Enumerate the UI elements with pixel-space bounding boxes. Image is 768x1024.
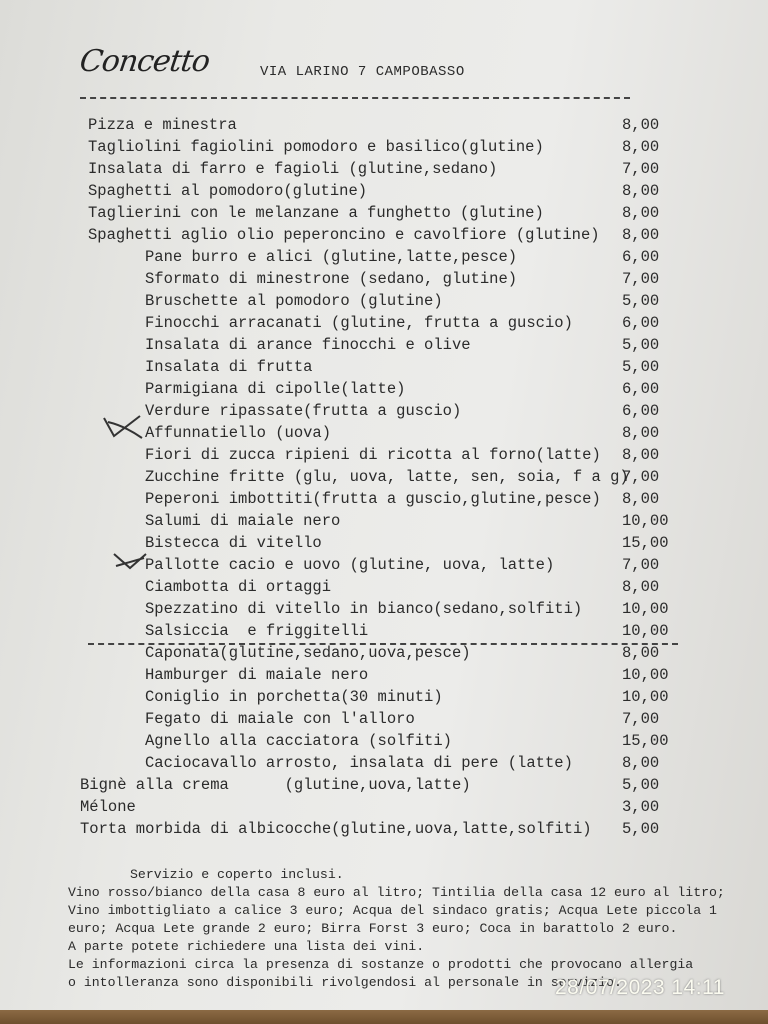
menu-item-name: Bignè alla crema (glutine,uova,latte) [80,776,471,794]
menu-list [0,114,768,840]
menu-item [0,752,768,774]
menu-item-price: 6,00 [622,314,660,332]
menu-item-name: Taglierini con le melanzane a funghetto (glutine) [88,204,544,222]
menu-item-price: 7,00 [622,556,660,574]
menu-item-name: Sformato di minestrone (sedano, glutine) [145,270,518,288]
menu-item [0,334,768,356]
menu-item [0,774,768,796]
menu-item-name: Torta morbida di albicocche(glutine,uova,latte,solfiti) [80,820,592,838]
menu-item-price: 3,00 [622,798,660,816]
menu-item-name: Hamburger di maiale nero [145,666,369,684]
footer-line: A parte potete richiedere una lista dei vini. [68,939,425,954]
menu-footer-notes [68,866,725,992]
menu-item-price: 5,00 [622,776,660,794]
menu-item [0,444,768,466]
menu-item [0,378,768,400]
menu-item-name: Salsiccia e friggitelli [145,622,369,640]
menu-item-name: Pizza e minestra [88,116,237,134]
menu-item-name: Mélone [80,798,136,816]
menu-item-name: Spaghetti al pomodoro(glutine) [88,182,368,200]
menu-item-price: 8,00 [622,446,660,464]
menu-item [0,620,768,642]
menu-item-name: Ciambotta di ortaggi [145,578,332,596]
menu-item-name: Pane burro e alici (glutine,latte,pesce) [145,248,518,266]
footer-line: o intolleranza sono disponibili rivolgendosi al personale in servizio. [68,975,622,990]
menu-item [0,598,768,620]
menu-item-price: 7,00 [622,710,660,728]
menu-item [0,488,768,510]
menu-item [0,576,768,598]
table-surface [0,1010,768,1024]
menu-item-price: 5,00 [622,336,660,354]
menu-item [0,730,768,752]
footer-line: Le informazioni circa la presenza di sostanze o prodotti che provocano allergia [68,957,694,972]
menu-item-name: Caponata(glutine,sedano,uova,pesce) [145,644,471,662]
menu-item-price: 10,00 [622,512,669,530]
menu-item [0,708,768,730]
menu-item [0,356,768,378]
menu-item-name: Tagliolini fagiolini pomodoro e basilico(glutine) [88,138,544,156]
menu-item-name: Verdure ripassate(frutta a guscio) [145,402,462,420]
menu-item-price: 8,00 [622,578,660,596]
menu-item-price: 8,00 [622,424,660,442]
menu-item-name: Pallotte cacio e uovo (glutine, uova, latte) [145,556,555,574]
menu-item-name: Fiori di zucca ripieni di ricotta al forno(latte) [145,446,601,464]
menu-item [0,114,768,136]
menu-item [0,268,768,290]
menu-item [0,202,768,224]
menu-item-price: 15,00 [622,732,669,750]
menu-item [0,466,768,488]
menu-item-price: 8,00 [622,116,660,134]
menu-item-price: 8,00 [622,138,660,156]
menu-item-price: 5,00 [622,358,660,376]
menu-item-price: 7,00 [622,160,660,178]
handwritten-check-icon [100,412,145,442]
section-divider [88,643,678,645]
footer-line: euro; Acqua Lete grande 2 euro; Birra Forst 3 euro; Coca in barattolo 2 euro. [68,921,678,936]
menu-item [0,686,768,708]
menu-item-name: Spaghetti aglio olio peperoncino e cavolfiore (glutine) [88,226,600,244]
menu-item-price: 6,00 [622,402,660,420]
menu-item-price: 6,00 [622,248,660,266]
menu-item-name: Bruschette al pomodoro (glutine) [145,292,443,310]
menu-item-price: 8,00 [622,182,660,200]
menu-item-name: Peperoni imbottiti(frutta a guscio,glutine,pesce) [145,490,601,508]
menu-item-name: Insalata di arance finocchi e olive [145,336,471,354]
menu-item-price: 8,00 [622,226,660,244]
menu-item-name: Finocchi arracanati (glutine, frutta a guscio) [145,314,573,332]
menu-item-price: 6,00 [622,380,660,398]
menu-item-price: 5,00 [622,820,660,838]
menu-item-name: Insalata di frutta [145,358,313,376]
menu-item-name: Caciocavallo arrosto, insalata di pere (latte) [145,754,573,772]
menu-item [0,312,768,334]
footer-line: Vino imbottigliato a calice 3 euro; Acqua del sindaco gratis; Acqua Lete piccola 1 [68,903,717,918]
menu-item-price: 8,00 [622,754,660,772]
menu-item-price: 10,00 [622,622,669,640]
menu-item [0,136,768,158]
menu-item [0,224,768,246]
restaurant-address: VIA LARINO 7 CAMPOBASSO [260,64,465,80]
footer-line: Vino rosso/bianco della casa 8 euro al litro; Tintilia della casa 12 euro al litro; [68,885,725,900]
footer-line: Servizio e coperto inclusi. [130,867,344,882]
menu-item-price: 5,00 [622,292,660,310]
menu-item [0,246,768,268]
menu-item [0,664,768,686]
menu-item-price: 10,00 [622,688,669,706]
menu-item [0,158,768,180]
menu-item-name: Agnello alla cacciatora (solfiti) [145,732,452,750]
menu-item-name: Insalata di farro e fagioli (glutine,sedano) [88,160,498,178]
menu-item [0,290,768,312]
menu-item-name: Affunnatiello (uova) [145,424,332,442]
menu-item-name: Zucchine fritte (glu, uova, latte, sen, soia, f a g) [145,468,629,486]
menu-item-price: 10,00 [622,666,669,684]
menu-item-price: 15,00 [622,534,669,552]
menu-item-name: Coniglio in porchetta(30 minuti) [145,688,443,706]
menu-item-price: 8,00 [622,644,660,662]
menu-item [0,796,768,818]
menu-item-name: Bistecca di vitello [145,534,322,552]
menu-item [0,180,768,202]
menu-item-price: 7,00 [622,270,660,288]
menu-item-price: 10,00 [622,600,669,618]
menu-item-name: Fegato di maiale con l'alloro [145,710,415,728]
menu-item-price: 8,00 [622,204,660,222]
menu-item [0,642,768,664]
menu-item-price: 8,00 [622,490,660,508]
handwritten-check-icon [110,550,150,572]
menu-item-name: Salumi di maiale nero [145,512,341,530]
menu-item [0,510,768,532]
menu-item [0,818,768,840]
menu-item-price: 7,00 [622,468,660,486]
header-divider [80,97,630,99]
menu-item-name: Parmigiana di cipolle(latte) [145,380,406,398]
photo-timestamp: 28/07/2023 14:11 [555,976,725,999]
menu-item-name: Spezzatino di vitello in bianco(sedano,solfiti) [145,600,583,618]
restaurant-logo: Concetto [77,44,212,79]
